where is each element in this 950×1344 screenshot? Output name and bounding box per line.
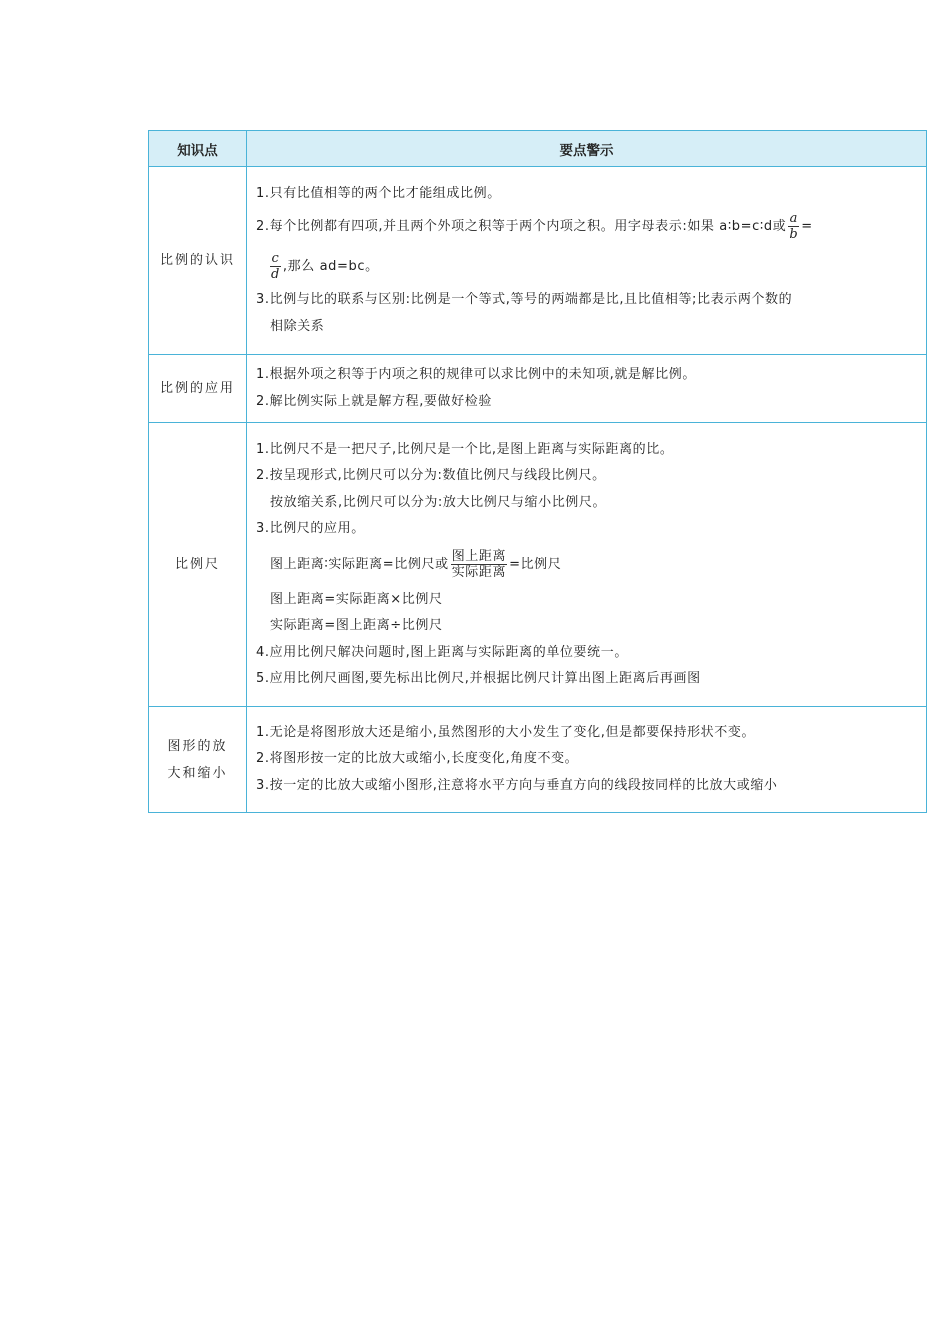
fraction-a-over-b [788, 211, 799, 242]
note-text: 2.每个比例都有四项,并且两个外项之积等于两个内项之积。用字母表示:如果 a∶b=c∶d或 [256, 219, 787, 235]
knowledge-table [148, 130, 927, 813]
note-line: 实际距离=图上距离÷比例尺 [270, 618, 443, 633]
note-text: =比例尺 [509, 556, 562, 572]
note-line [256, 543, 917, 587]
note-line: 1.只有比值相等的两个比才能组成比例。 [256, 185, 501, 201]
table-row [149, 355, 927, 423]
fraction-numerator: c [271, 251, 280, 267]
fraction-c-over-d [270, 251, 281, 282]
note-line: 1.根据外项之积等于内项之积的规律可以求比例中的未知项,就是解比例。 [256, 367, 696, 382]
note-line: 图上距离=实际距离×比例尺 [270, 591, 443, 607]
topic-line: 图形的放 [167, 738, 228, 754]
note-line: 1.比例尺不是一把尺子,比例尺是一个比,是图上距离与实际距离的比。 [256, 441, 674, 457]
fraction-scale [451, 549, 507, 580]
notes-cell [247, 167, 927, 355]
table-row [149, 167, 927, 355]
knowledge-table-container [148, 130, 927, 813]
note-line: 3.按一定的比放大或缩小图形,注意将水平方向与垂直方向的线段按同样的比放大或缩小 [256, 777, 778, 793]
table-header-row [149, 131, 927, 167]
header-key-notes: 要点警示 [247, 131, 927, 167]
note-line [256, 207, 917, 247]
note-line [256, 247, 917, 287]
topic-cell: 比例的认识 [149, 167, 247, 355]
note-line: 按放缩关系,比例尺可以分为:放大比例尺与缩小比例尺。 [270, 494, 607, 510]
note-text: = [801, 219, 813, 235]
topic-cell: 比例的应用 [149, 355, 247, 423]
fraction-denominator: d [271, 267, 280, 283]
table-row [149, 707, 927, 813]
note-line: 相除关系 [270, 318, 325, 334]
topic-cell [149, 707, 247, 813]
note-line: 1.无论是将图形放大还是缩小,虽然图形的大小发生了变化,但是都要保持形状不变。 [256, 724, 756, 740]
note-line: 3.比例尺的应用。 [256, 521, 365, 536]
fraction-denominator: 实际距离 [451, 564, 507, 580]
notes-cell [247, 355, 927, 423]
note-line: 2.解比例实际上就是解方程,要做好检验 [256, 393, 492, 409]
header-knowledge-point: 知识点 [149, 131, 247, 167]
note-line: 4.应用比例尺解决问题时,图上距离与实际距离的单位要统一。 [256, 644, 628, 660]
table-row [149, 423, 927, 707]
fraction-denominator: b [789, 227, 799, 243]
notes-cell [247, 707, 927, 813]
fraction-numerator: 图上距离 [451, 548, 507, 564]
note-line: 2.按呈现形式,比例尺可以分为:数值比例尺与线段比例尺。 [256, 468, 606, 483]
topic-line: 大和缩小 [167, 765, 228, 781]
note-text: 图上距离∶实际距离=比例尺或 [270, 556, 449, 572]
note-text: ,那么 ad=bc。 [282, 259, 379, 275]
note-line: 2.将图形按一定的比放大或缩小,长度变化,角度不变。 [256, 751, 579, 767]
fraction-numerator: a [789, 211, 798, 227]
note-line: 3.比例与比的联系与区别:比例是一个等式,等号的两端都是比,且比值相等;比表示两个数的 [256, 292, 793, 308]
notes-cell [247, 423, 927, 707]
topic-cell: 比例尺 [149, 423, 247, 707]
note-line: 5.应用比例尺画图,要先标出比例尺,并根据比例尺计算出图上距离后再画图 [256, 671, 701, 686]
